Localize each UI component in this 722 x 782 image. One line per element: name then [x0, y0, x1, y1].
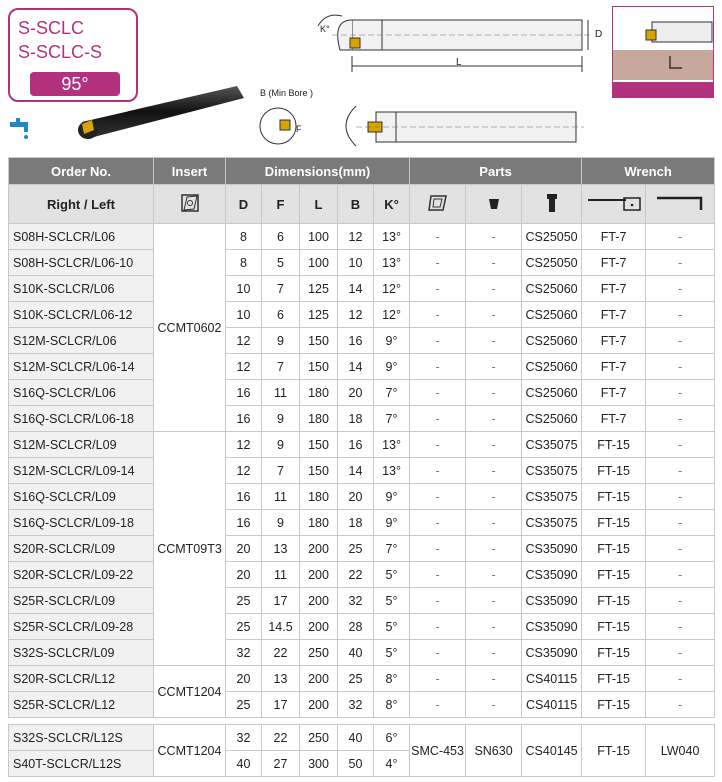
clamp-cell: - [410, 588, 466, 614]
screw-cell: CS40115 [522, 666, 582, 692]
shim-cell: - [466, 354, 522, 380]
dim-f-cell: 22 [262, 725, 300, 751]
hex-key-cell: - [646, 432, 715, 458]
dim-b-cell: 12 [338, 302, 374, 328]
insert-cell: CCMT1204 [154, 666, 226, 718]
header-dimensions: Dimensions(mm) [226, 158, 410, 185]
dim-l-cell: 180 [300, 510, 338, 536]
header-parts: Parts [410, 158, 582, 185]
table-row [9, 224, 715, 250]
dim-b-cell: 25 [338, 666, 374, 692]
dim-k-cell: 12° [374, 302, 410, 328]
boring-bar-photo [72, 80, 252, 150]
torx-wrench-cell: FT-7 [582, 354, 646, 380]
dim-k-cell: 7° [374, 536, 410, 562]
table-row [9, 302, 715, 328]
clamp-icon [410, 185, 466, 224]
screw-cell: CS35090 [522, 562, 582, 588]
dim-d-cell: 32 [226, 640, 262, 666]
dim-d-cell: 8 [226, 224, 262, 250]
torx-wrench-cell: FT-15 [582, 588, 646, 614]
hex-key-cell: - [646, 640, 715, 666]
dim-f-cell: 17 [262, 588, 300, 614]
screw-cell: CS25060 [522, 354, 582, 380]
table-row [9, 614, 715, 640]
coolant-icon [8, 118, 32, 142]
dim-l-cell: 200 [300, 666, 338, 692]
shim-cell: - [466, 640, 522, 666]
dim-d-cell: 25 [226, 614, 262, 640]
dim-f-cell: 7 [262, 276, 300, 302]
torx-wrench-cell: FT-15 [582, 666, 646, 692]
table-row [9, 250, 715, 276]
dim-l-cell: 200 [300, 692, 338, 718]
clamp-cell: - [410, 458, 466, 484]
order-no-cell: S25R-SCLCR/L09 [9, 588, 154, 614]
screw-cell: CS25060 [522, 328, 582, 354]
table-row [9, 406, 715, 432]
dim-f-cell: 22 [262, 640, 300, 666]
order-no-cell: S12M-SCLCR/L06 [9, 328, 154, 354]
shim-cell: - [466, 432, 522, 458]
shim-cell: - [466, 224, 522, 250]
order-no-cell: S32S-SCLCR/L09 [9, 640, 154, 666]
specification-table [8, 157, 715, 777]
dim-k-cell: 5° [374, 614, 410, 640]
dim-k-cell: 13° [374, 458, 410, 484]
insert-shape-icon [154, 185, 226, 224]
dim-f-cell: 9 [262, 406, 300, 432]
order-no-cell: S12M-SCLCR/L09 [9, 432, 154, 458]
dim-l-cell: 150 [300, 328, 338, 354]
dim-f-cell: 9 [262, 432, 300, 458]
dim-b-cell: 18 [338, 510, 374, 536]
hex-key-cell: - [646, 666, 715, 692]
table-row [9, 510, 715, 536]
dim-d-cell: 20 [226, 666, 262, 692]
dim-l-cell: 125 [300, 276, 338, 302]
header-order-no: Order No. [9, 158, 154, 185]
shim-cell: - [466, 562, 522, 588]
dim-d-cell: 20 [226, 536, 262, 562]
title-line-1: S-SCLC [18, 18, 85, 38]
spacer-cell [9, 718, 715, 725]
dim-k-cell: 5° [374, 562, 410, 588]
screw-cell: CS25050 [522, 224, 582, 250]
dim-f-cell: 5 [262, 250, 300, 276]
dim-l-cell: 250 [300, 640, 338, 666]
hex-key-cell: - [646, 458, 715, 484]
dim-f-cell: 17 [262, 692, 300, 718]
dim-k-label: K° [320, 24, 330, 34]
dim-k-cell: 4° [374, 751, 410, 777]
shim-cell: - [466, 588, 522, 614]
dim-d-cell: 32 [226, 725, 262, 751]
screw-cell: CS25060 [522, 380, 582, 406]
dim-d-cell: 10 [226, 302, 262, 328]
torx-wrench-cell: FT-7 [582, 328, 646, 354]
dim-k-cell: 8° [374, 666, 410, 692]
screw-icon [522, 185, 582, 224]
dim-l-label: L [456, 57, 462, 68]
torx-wrench-cell: FT-7 [582, 276, 646, 302]
table-row [9, 276, 715, 302]
screw-cell: CS35075 [522, 432, 582, 458]
clamp-cell: - [410, 250, 466, 276]
dim-d-cell: 25 [226, 588, 262, 614]
shim-icon [466, 185, 522, 224]
screw-cell: CS35075 [522, 510, 582, 536]
dim-k-cell: 7° [374, 406, 410, 432]
table-row [9, 536, 715, 562]
dim-d-cell: 40 [226, 751, 262, 777]
torx-wrench-cell: FT-15 [582, 614, 646, 640]
hex-key-cell: - [646, 536, 715, 562]
clamp-cell: - [410, 562, 466, 588]
insert-cell: CCMT1204 [154, 725, 226, 777]
dim-b-cell: 40 [338, 640, 374, 666]
dim-l-cell: 100 [300, 224, 338, 250]
shim-cell: - [466, 614, 522, 640]
dim-d-cell: 12 [226, 458, 262, 484]
dim-f-cell: 9 [262, 510, 300, 536]
torx-wrench-cell: FT-15 [582, 692, 646, 718]
table-row [9, 640, 715, 666]
table-row [9, 562, 715, 588]
dim-f-cell: 13 [262, 536, 300, 562]
clamp-cell: - [410, 354, 466, 380]
header-k: K° [374, 185, 410, 224]
table-row [9, 328, 715, 354]
screw-cell: CS40115 [522, 692, 582, 718]
table-spacer [9, 718, 715, 725]
dim-b-cell: 14 [338, 354, 374, 380]
clamp-cell: - [410, 406, 466, 432]
hex-key-cell: - [646, 510, 715, 536]
clamp-cell: - [410, 432, 466, 458]
order-no-cell: S25R-SCLCR/L12 [9, 692, 154, 718]
dim-l-cell: 200 [300, 588, 338, 614]
dim-d-cell: 12 [226, 328, 262, 354]
dim-b-cell: 16 [338, 328, 374, 354]
dim-d-cell: 25 [226, 692, 262, 718]
dim-f-cell: 11 [262, 484, 300, 510]
dim-d-cell: 12 [226, 432, 262, 458]
dim-k-cell: 13° [374, 432, 410, 458]
dim-b-cell: 20 [338, 484, 374, 510]
dim-f-cell: 9 [262, 328, 300, 354]
hex-key-cell: - [646, 692, 715, 718]
dim-b-cell: 22 [338, 562, 374, 588]
dim-l-cell: 100 [300, 250, 338, 276]
order-no-cell: S25R-SCLCR/L09-28 [9, 614, 154, 640]
dim-l-cell: 200 [300, 536, 338, 562]
dim-d-cell: 16 [226, 406, 262, 432]
dim-k-cell: 8° [374, 692, 410, 718]
shim-cell: - [466, 484, 522, 510]
screw-cell: CS25060 [522, 406, 582, 432]
dim-k-cell: 7° [374, 380, 410, 406]
table-row [9, 458, 715, 484]
torx-wrench-icon [582, 185, 646, 224]
clamp-cell: - [410, 692, 466, 718]
order-no-cell: S08H-SCLCR/L06 [9, 224, 154, 250]
dim-d-cell: 16 [226, 484, 262, 510]
dim-d-label: D [595, 29, 603, 40]
shim-cell: - [466, 666, 522, 692]
dim-l-cell: 200 [300, 562, 338, 588]
header-b: B [338, 185, 374, 224]
clamp-cell: - [410, 536, 466, 562]
order-no-cell: S20R-SCLCR/L12 [9, 666, 154, 692]
table-row [9, 380, 715, 406]
torx-wrench-cell: FT-7 [582, 406, 646, 432]
order-no-cell: S12M-SCLCR/L06-14 [9, 354, 154, 380]
dim-d-cell: 12 [226, 354, 262, 380]
dim-k-cell: 6° [374, 725, 410, 751]
torx-wrench-cell: FT-15 [582, 484, 646, 510]
dim-f-cell: 11 [262, 562, 300, 588]
dim-k-cell: 9° [374, 328, 410, 354]
dim-b-cell: 20 [338, 380, 374, 406]
shim-cell: - [466, 380, 522, 406]
order-no-cell: S20R-SCLCR/L09 [9, 536, 154, 562]
approach-angle: 95° [30, 72, 120, 96]
order-no-cell: S16Q-SCLCR/L09-18 [9, 510, 154, 536]
torx-wrench-cell: FT-15 [582, 432, 646, 458]
dim-l-cell: 300 [300, 751, 338, 777]
torx-wrench-cell: FT-15 [582, 725, 646, 777]
hex-key-icon [646, 185, 715, 224]
dim-k-cell: 9° [374, 484, 410, 510]
hex-key-cell: - [646, 614, 715, 640]
clamp-cell: - [410, 380, 466, 406]
clamp-cell: - [410, 510, 466, 536]
insert-cell: CCMT09T3 [154, 432, 226, 666]
hex-key-cell: - [646, 224, 715, 250]
header-l: L [300, 185, 338, 224]
torx-wrench-cell: FT-7 [582, 224, 646, 250]
table-row [9, 666, 715, 692]
dim-l-cell: 150 [300, 432, 338, 458]
dim-k-cell: 12° [374, 276, 410, 302]
hex-key-cell: - [646, 562, 715, 588]
order-no-cell: S32S-SCLCR/L12S [9, 725, 154, 751]
header-d: D [226, 185, 262, 224]
dim-l-cell: 180 [300, 484, 338, 510]
title-line-2: S-SCLC-S [18, 42, 103, 62]
torx-wrench-cell: FT-15 [582, 536, 646, 562]
screw-cell: CS25060 [522, 276, 582, 302]
dim-f-label: F [296, 124, 302, 134]
dim-d-cell: 10 [226, 276, 262, 302]
hex-key-cell: LW040 [646, 725, 715, 777]
dim-b-cell: 50 [338, 751, 374, 777]
dim-d-cell: 16 [226, 510, 262, 536]
order-no-cell: S16Q-SCLCR/L06-18 [9, 406, 154, 432]
dim-b-cell: 40 [338, 725, 374, 751]
header-right-left: Right / Left [9, 185, 154, 224]
dim-k-cell: 13° [374, 224, 410, 250]
clamp-cell: - [410, 224, 466, 250]
torx-wrench-cell: FT-15 [582, 458, 646, 484]
shim-cell: - [466, 458, 522, 484]
hex-key-cell: - [646, 354, 715, 380]
header-insert: Insert [154, 158, 226, 185]
table-row [9, 484, 715, 510]
dim-k-cell: 13° [374, 250, 410, 276]
clamp-cell: - [410, 276, 466, 302]
dim-l-cell: 150 [300, 354, 338, 380]
table-row [9, 354, 715, 380]
dim-k-cell: 5° [374, 640, 410, 666]
application-illustration [612, 6, 714, 98]
order-no-cell: S10K-SCLCR/L06-12 [9, 302, 154, 328]
dim-d-cell: 16 [226, 380, 262, 406]
order-no-cell: S16Q-SCLCR/L09 [9, 484, 154, 510]
dim-b-cell: 14 [338, 458, 374, 484]
dim-l-cell: 250 [300, 725, 338, 751]
order-no-cell: S20R-SCLCR/L09-22 [9, 562, 154, 588]
dim-f-cell: 14.5 [262, 614, 300, 640]
torx-wrench-cell: FT-15 [582, 640, 646, 666]
shim-cell: - [466, 510, 522, 536]
dim-l-cell: 200 [300, 614, 338, 640]
shim-cell: SN630 [466, 725, 522, 777]
order-no-cell: S16Q-SCLCR/L06 [9, 380, 154, 406]
dim-b-cell: 12 [338, 224, 374, 250]
hex-key-cell: - [646, 328, 715, 354]
dim-f-cell: 11 [262, 380, 300, 406]
clamp-cell: SMC-453 [410, 725, 466, 777]
dim-b-cell: 18 [338, 406, 374, 432]
dim-l-cell: 180 [300, 406, 338, 432]
torx-wrench-cell: FT-15 [582, 562, 646, 588]
clamp-cell: - [410, 328, 466, 354]
hex-key-cell: - [646, 380, 715, 406]
torx-wrench-cell: FT-15 [582, 510, 646, 536]
header-f: F [262, 185, 300, 224]
hex-key-cell: - [646, 250, 715, 276]
screw-cell: CS25060 [522, 302, 582, 328]
dim-k-cell: 9° [374, 354, 410, 380]
shim-cell: - [466, 328, 522, 354]
screw-cell: CS35075 [522, 484, 582, 510]
shim-cell: - [466, 692, 522, 718]
clamp-cell: - [410, 640, 466, 666]
dim-l-cell: 125 [300, 302, 338, 328]
dim-b-cell: 10 [338, 250, 374, 276]
dim-f-cell: 7 [262, 354, 300, 380]
screw-cell: CS35090 [522, 536, 582, 562]
dim-b-cell: 14 [338, 276, 374, 302]
screw-cell: CS40145 [522, 725, 582, 777]
shim-cell: - [466, 250, 522, 276]
screw-cell: CS35090 [522, 614, 582, 640]
dim-b-cell: 32 [338, 588, 374, 614]
dim-k-cell: 5° [374, 588, 410, 614]
shim-cell: - [466, 406, 522, 432]
table-row [9, 588, 715, 614]
screw-cell: CS25050 [522, 250, 582, 276]
table-row [9, 432, 715, 458]
table-row [9, 725, 715, 751]
hex-key-cell: - [646, 276, 715, 302]
order-no-cell: S40T-SCLCR/L12S [9, 751, 154, 777]
dim-b-cell: 25 [338, 536, 374, 562]
dim-b-cell: 28 [338, 614, 374, 640]
clamp-cell: - [410, 484, 466, 510]
header [0, 0, 722, 150]
dim-f-cell: 6 [262, 224, 300, 250]
dim-b-cell: 16 [338, 432, 374, 458]
table-row [9, 692, 715, 718]
shim-cell: - [466, 302, 522, 328]
torx-wrench-cell: FT-7 [582, 302, 646, 328]
screw-cell: CS35090 [522, 640, 582, 666]
shim-cell: - [466, 536, 522, 562]
screw-cell: CS35075 [522, 458, 582, 484]
torx-wrench-cell: FT-7 [582, 380, 646, 406]
dim-f-cell: 6 [262, 302, 300, 328]
dim-f-cell: 27 [262, 751, 300, 777]
hex-key-cell: - [646, 588, 715, 614]
clamp-cell: - [410, 302, 466, 328]
header-wrench: Wrench [582, 158, 715, 185]
dim-b-cell: 32 [338, 692, 374, 718]
dim-d-cell: 20 [226, 562, 262, 588]
dim-k-cell: 9° [374, 510, 410, 536]
dim-f-cell: 13 [262, 666, 300, 692]
shim-cell: - [466, 276, 522, 302]
min-bore-label: B (Min Bore ) [260, 88, 314, 98]
insert-cell: CCMT0602 [154, 224, 226, 432]
clamp-cell: - [410, 614, 466, 640]
hex-key-cell: - [646, 484, 715, 510]
dim-f-cell: 7 [262, 458, 300, 484]
dim-l-cell: 150 [300, 458, 338, 484]
dim-l-cell: 180 [300, 380, 338, 406]
hex-key-cell: - [646, 302, 715, 328]
order-no-cell: S12M-SCLCR/L09-14 [9, 458, 154, 484]
order-no-cell: S08H-SCLCR/L06-10 [9, 250, 154, 276]
torx-wrench-cell: FT-7 [582, 250, 646, 276]
dim-d-cell: 8 [226, 250, 262, 276]
clamp-cell: - [410, 666, 466, 692]
screw-cell: CS35090 [522, 588, 582, 614]
side-view-drawing [256, 92, 586, 150]
hex-key-cell: - [646, 406, 715, 432]
order-no-cell: S10K-SCLCR/L06 [9, 276, 154, 302]
